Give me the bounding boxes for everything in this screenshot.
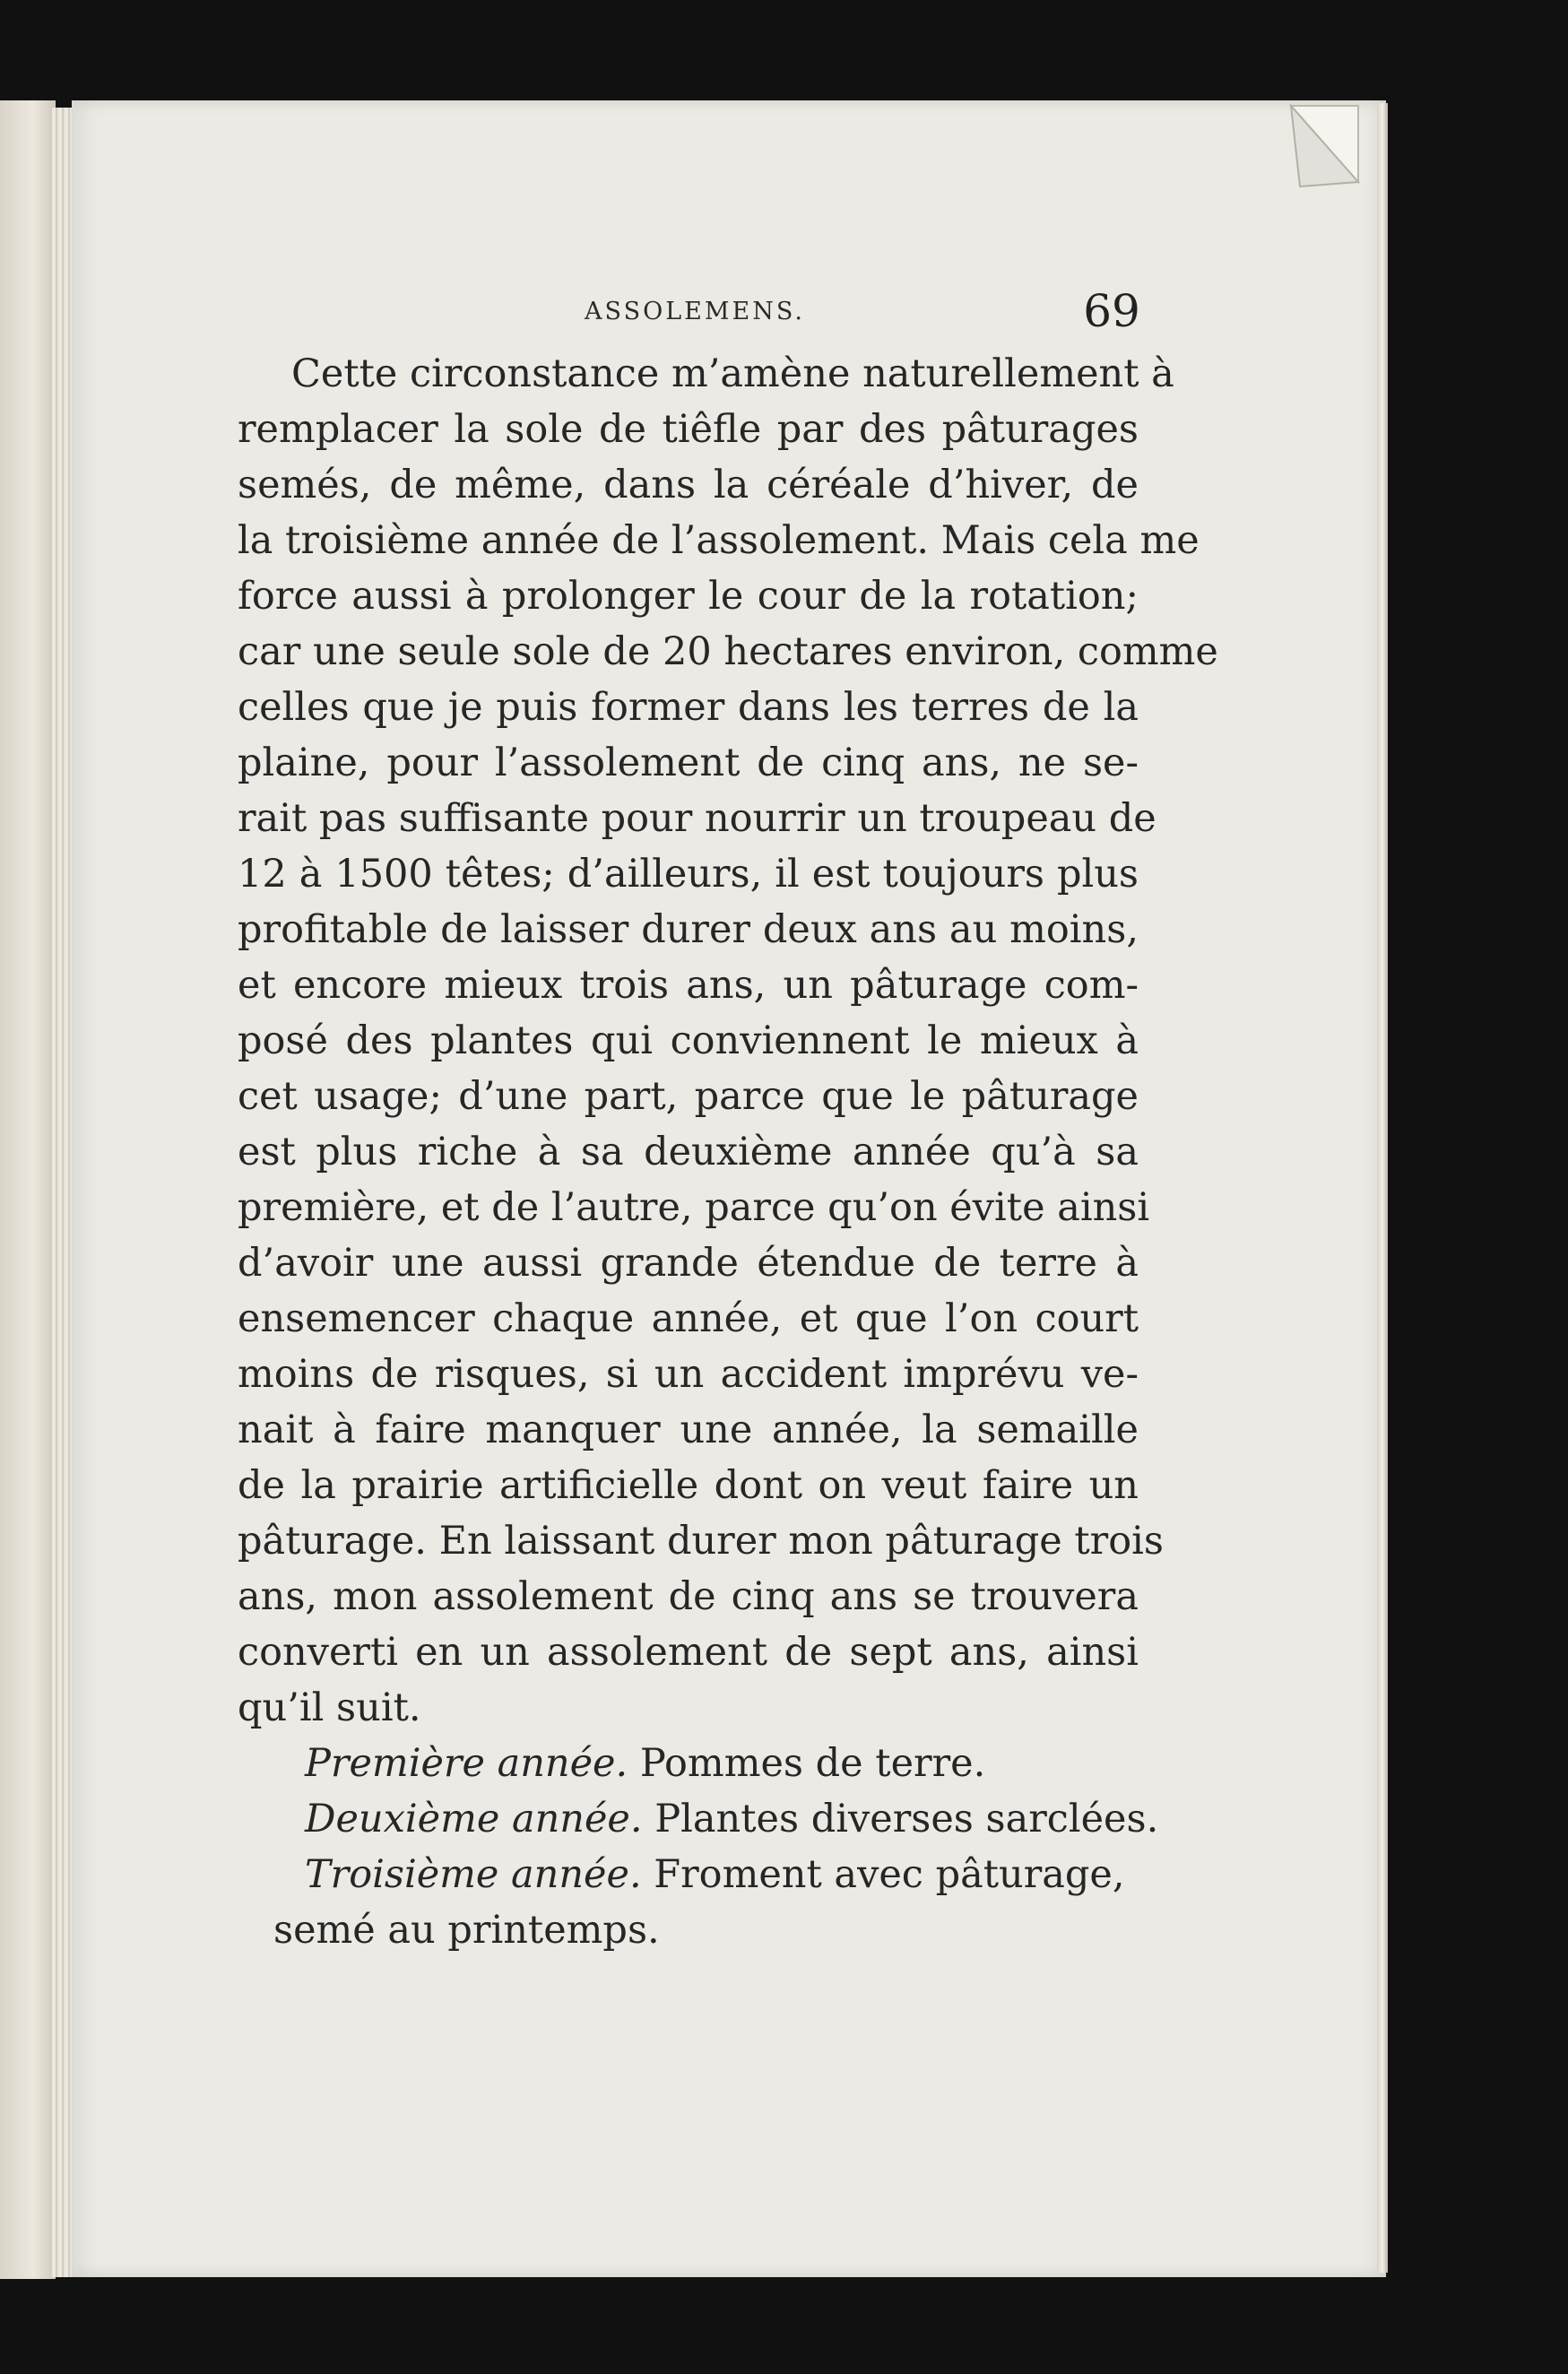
text-line: qu’il suit.: [238, 1685, 421, 1730]
list-item-text: Froment avec pâturage,: [641, 1852, 1125, 1897]
text-line: de la prairie artificielle dont on veut faire un: [238, 1463, 1139, 1508]
text-line: converti en un assolement de sept ans, ainsi: [238, 1630, 1139, 1675]
folded-corner: [1273, 97, 1372, 204]
left-page-edge: [0, 100, 56, 2279]
body-text: [238, 346, 1218, 1958]
page-right-edge: [1377, 103, 1388, 2273]
list-item-label: Première année.: [305, 1741, 628, 1786]
text-line: force aussi à prolonger le cour de la rotation;: [238, 574, 1139, 619]
text-line: et encore mieux trois ans, un pâturage com-: [238, 963, 1139, 1008]
list-item: [238, 1736, 1139, 1791]
text-line: remplacer la sole de tiêfle par des pâturages: [238, 407, 1139, 452]
list-item: [238, 1847, 1139, 1902]
text-line: ensemencer chaque année, et que l’on court: [238, 1296, 1139, 1341]
text-line: rait pas suffisante pour nourrir un troupeau de: [238, 796, 1157, 841]
text-line: plaine, pour l’assolement de cinq ans, ne se-: [238, 741, 1139, 785]
text-line: 12 à 1500 têtes; d’ailleurs, il est toujours plus: [238, 852, 1139, 897]
text-line: semés, de même, dans la céréale d’hiver, de: [238, 463, 1139, 507]
text-line: celles que je puis former dans les terres de la: [238, 685, 1139, 730]
text-line: moins de risques, si un accident imprévu ve-: [238, 1352, 1139, 1397]
text-line: première, et de l’autre, parce qu’on évite ainsi: [238, 1185, 1150, 1230]
text-line: Cette circonstance m’amène naturellement à: [291, 351, 1174, 396]
text-line: posé des plantes qui conviennent le mieux à: [238, 1018, 1139, 1063]
text-line: pâturage. En laissant durer mon pâturage trois: [238, 1519, 1164, 1564]
text-line: cet usage; d’une part, parce que le pâturage: [238, 1074, 1139, 1119]
text-line: car une seule sole de 20 hectares environ, comme: [238, 629, 1218, 674]
list-item: [238, 1791, 1159, 1847]
text-line: la troisième année de l’assolement. Mais cela me: [238, 518, 1200, 563]
text-line: ans, mon assolement de cinq ans se trouvera: [238, 1574, 1139, 1619]
text-line: est plus riche à sa deuxième année qu’à sa: [238, 1130, 1139, 1174]
rotation-list: [238, 1736, 1159, 1958]
page-number: 69: [1083, 285, 1140, 337]
text-line: nait à faire manquer une année, la semaille: [238, 1408, 1139, 1452]
list-item-label: Troisième année.: [305, 1852, 642, 1897]
list-continuation: semé au printemps.: [273, 1908, 660, 1953]
list-item-text: Pommes de terre.: [628, 1741, 986, 1786]
list-item-label: Deuxième année.: [305, 1797, 643, 1841]
running-title: ASSOLEMENS.: [585, 298, 805, 325]
text-line: profitable de laisser durer deux ans au moins,: [238, 907, 1139, 952]
list-item-text: Plantes diverses sarclées.: [642, 1797, 1159, 1841]
text-line: d’avoir une aussi grande étendue de terre à: [238, 1241, 1139, 1286]
